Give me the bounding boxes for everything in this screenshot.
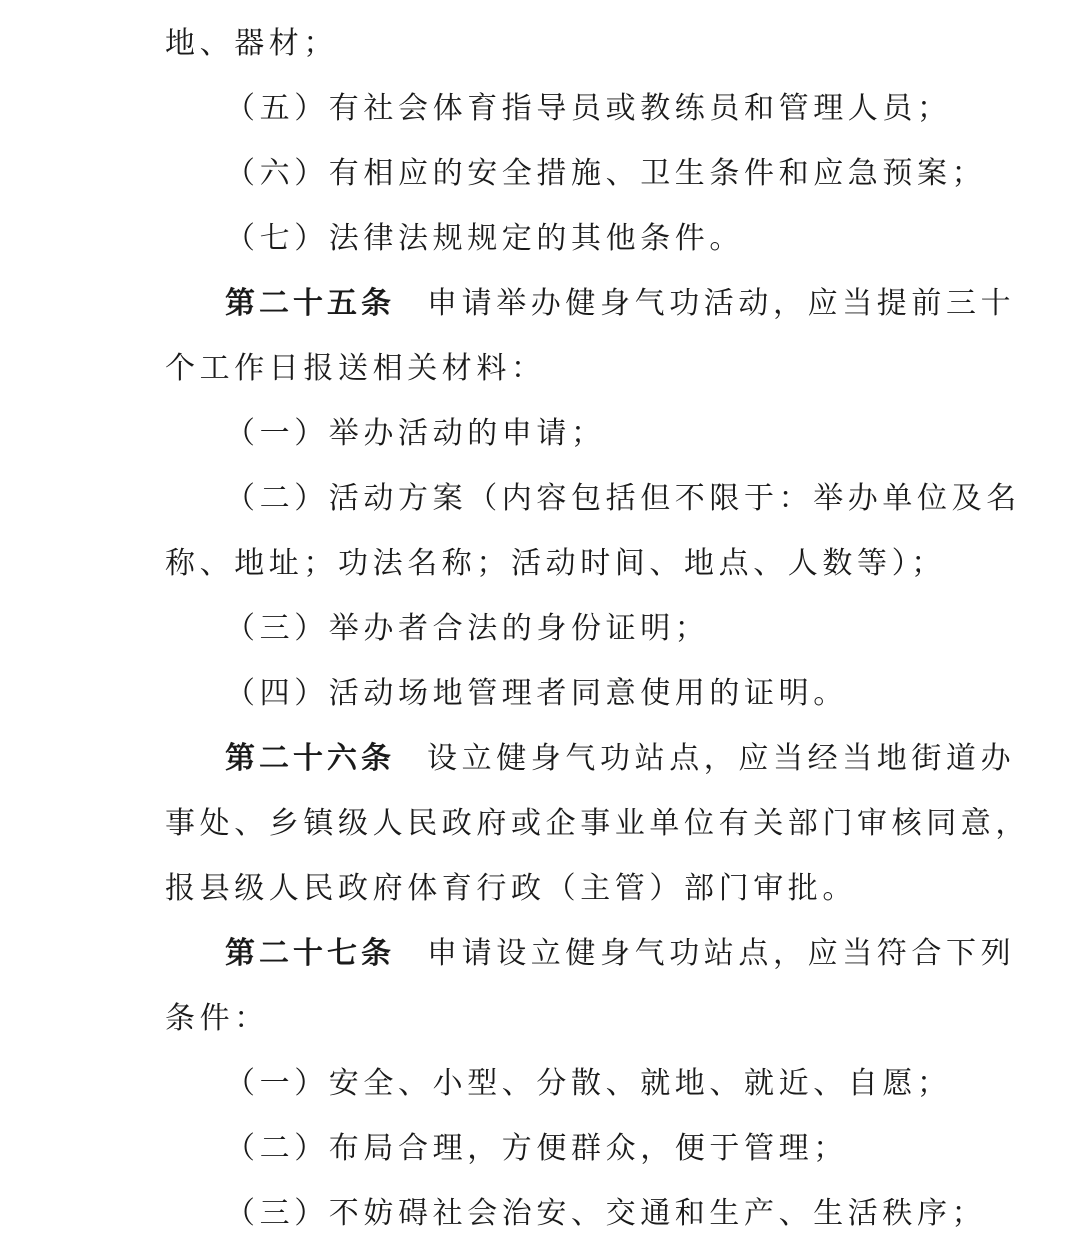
list-item: （三）不妨碍社会治安、交通和生产、生活秩序； xyxy=(225,1196,987,1231)
text-line: 报县级人民政府体育行政（主管）部门审批。 xyxy=(165,871,857,906)
text-line: 地、器材； xyxy=(165,26,338,61)
list-item: （七）法律法规规定的其他条件。 xyxy=(225,221,744,256)
article-text: 申请设立健身气功站点，应当符合下列 xyxy=(427,936,1016,971)
list-item: （四）活动场地管理者同意使用的证明。 xyxy=(225,676,848,711)
article-text: 设立健身气功站点，应当经当地街道办 xyxy=(427,741,1016,776)
text-line: 个工作日报送相关材料： xyxy=(165,351,546,386)
article-number: 第二十六条 xyxy=(225,741,395,776)
text-line: 称、地址；功法名称；活动时间、地点、人数等）； xyxy=(165,546,946,581)
article-number: 第二十五条 xyxy=(225,286,395,321)
list-item: （二）布局合理，方便群众，便于管理； xyxy=(225,1131,848,1166)
list-item: （一）安全、小型、分散、就地、就近、自愿； xyxy=(225,1066,952,1101)
list-item: （三）举办者合法的身份证明； xyxy=(225,611,710,646)
article-paragraph xyxy=(225,739,1015,779)
list-item: （五）有社会体育指导员或教练员和管理人员； xyxy=(225,91,952,126)
list-item: （二）活动方案（内容包括但不限于：举办单位及名 xyxy=(225,481,1021,516)
article-paragraph xyxy=(225,284,1015,324)
text-line: 条件： xyxy=(165,1001,269,1036)
text-line: 事处、乡镇级人民政府或企事业单位有关部门审核同意， xyxy=(165,806,1030,841)
list-item: （一）举办活动的申请； xyxy=(225,416,606,451)
article-text: 申请举办健身气功活动，应当提前三十 xyxy=(427,286,1016,321)
list-item: （六）有相应的安全措施、卫生条件和应急预案； xyxy=(225,156,987,191)
article-paragraph xyxy=(225,934,1015,974)
article-number: 第二十七条 xyxy=(225,936,395,971)
